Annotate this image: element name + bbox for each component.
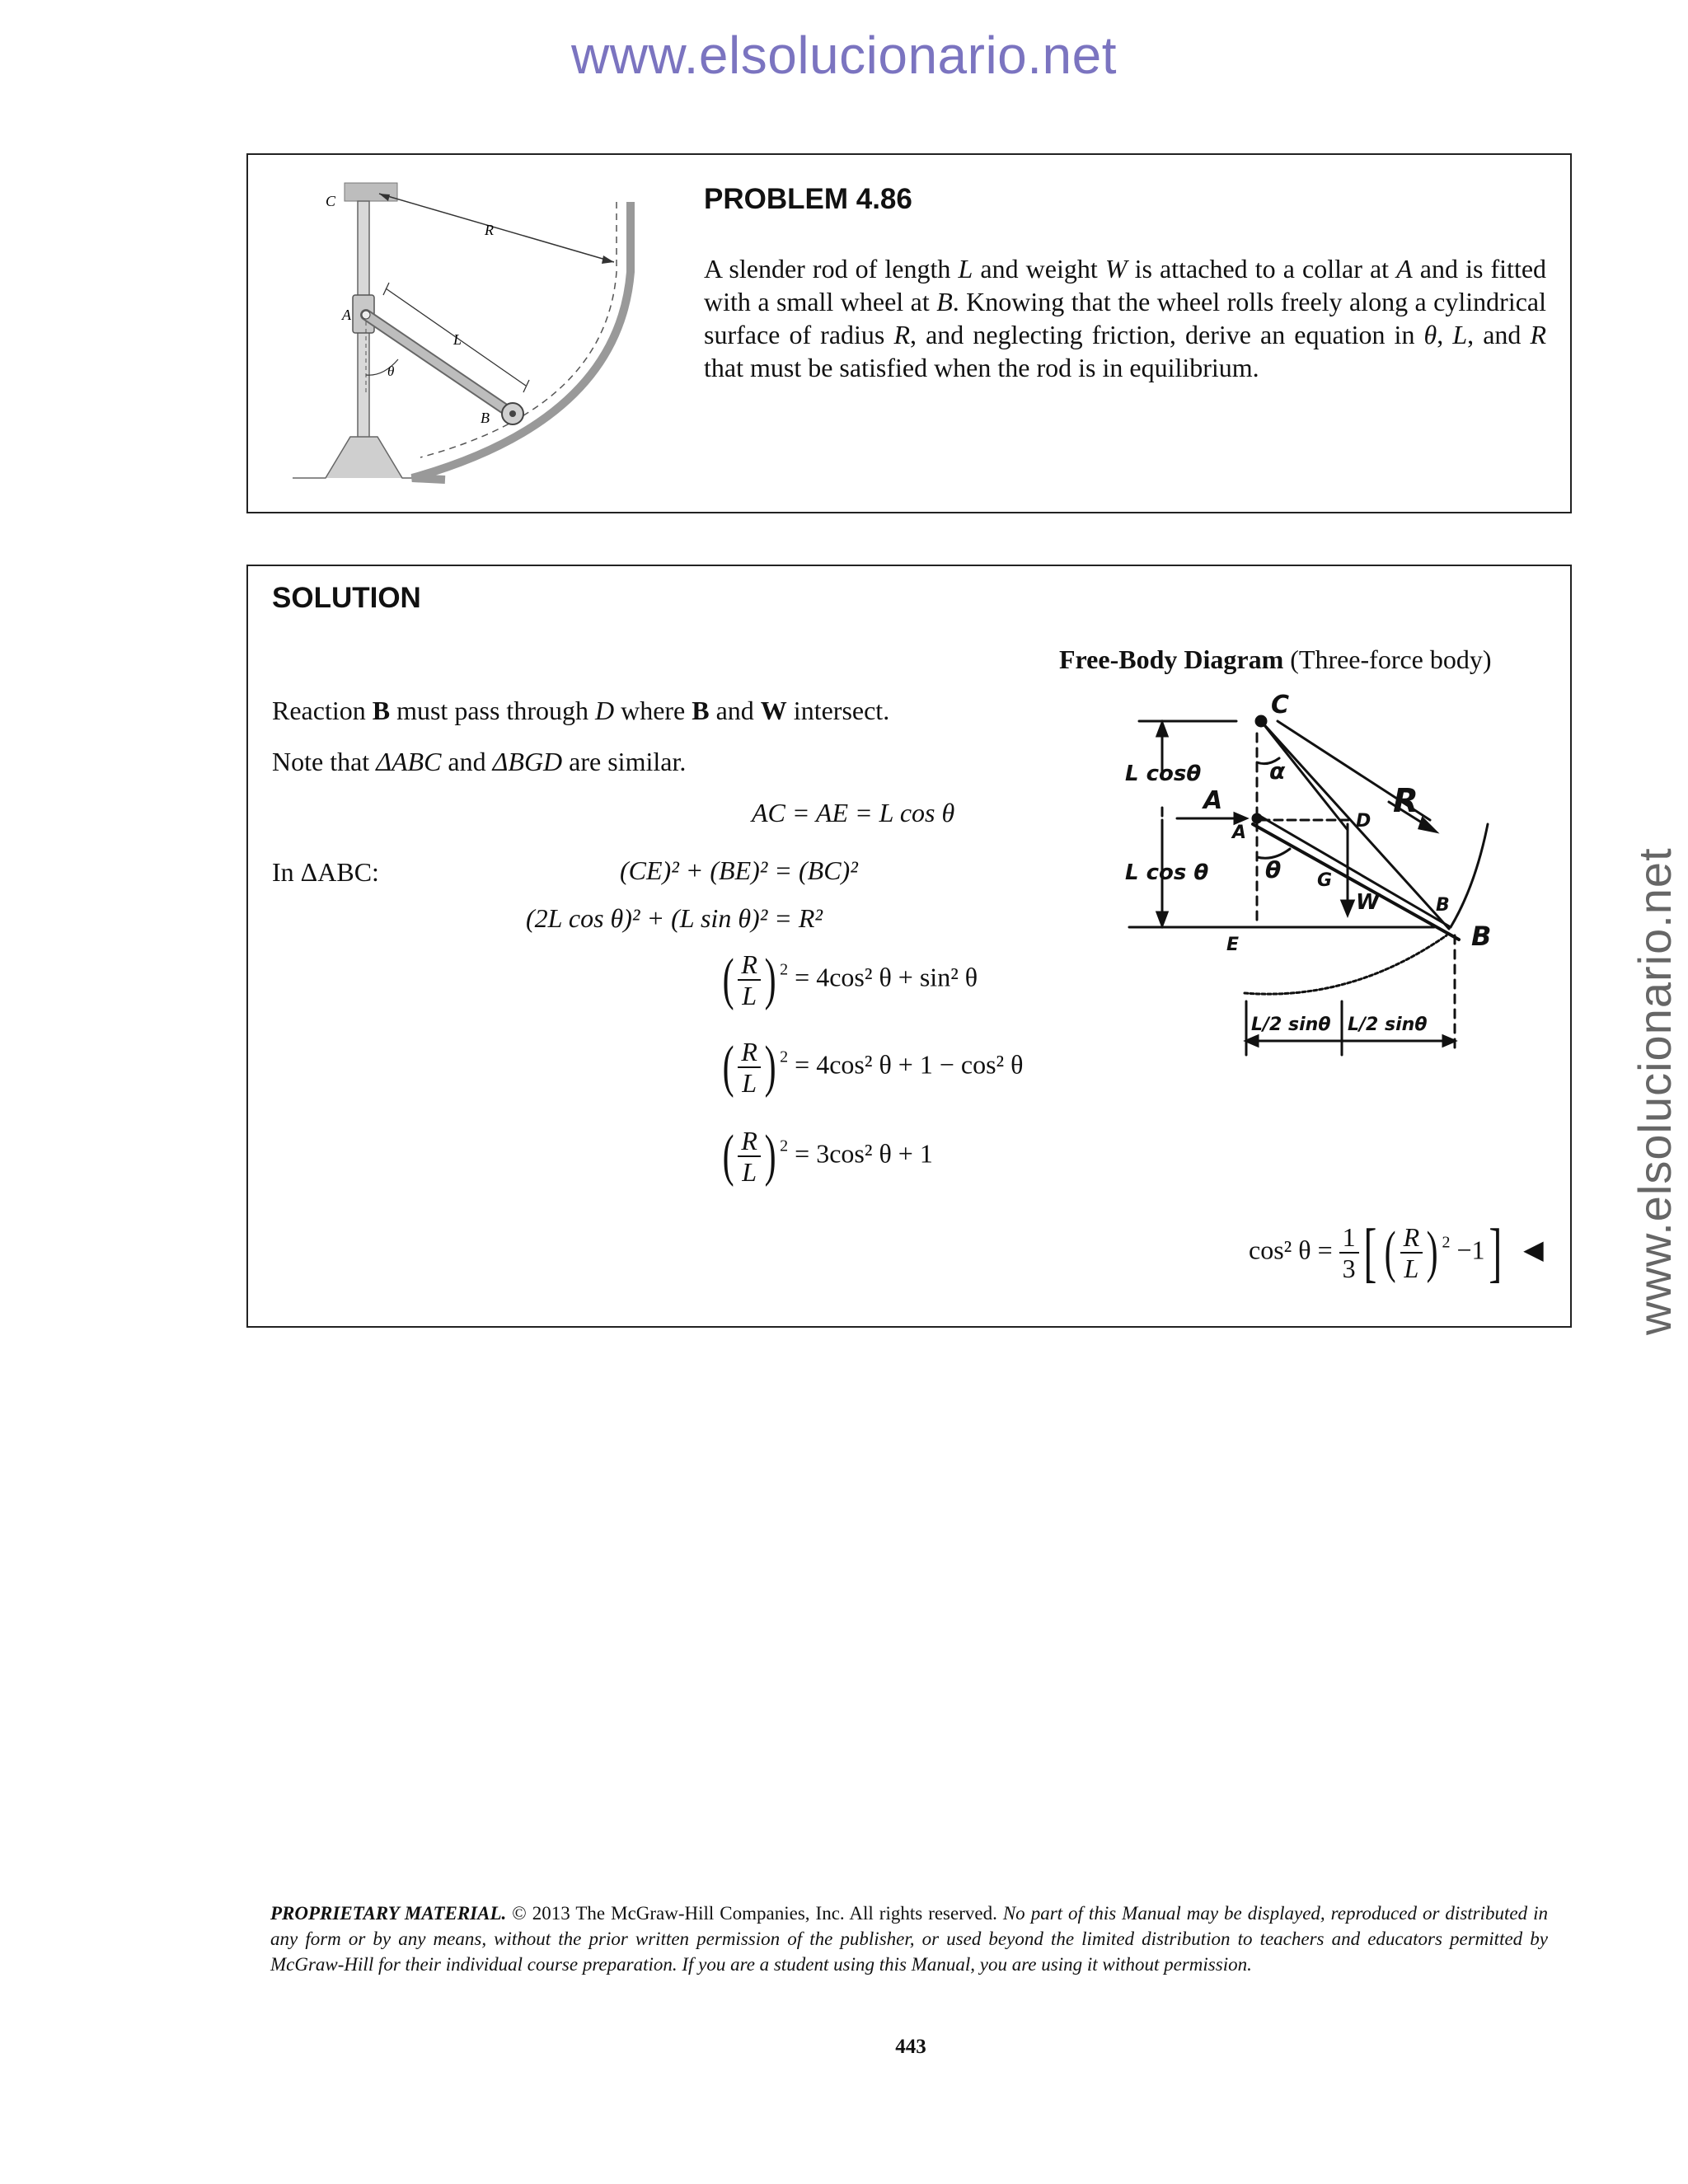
in-abc-label: In ΔABC: bbox=[272, 857, 379, 887]
fig-label-b: B bbox=[481, 410, 490, 426]
fig-label-r: R bbox=[485, 222, 494, 238]
page-number: 443 bbox=[895, 2036, 926, 2058]
eq-ratio-3: ( $\frac{R}{L}$ ) $^2$ = 3cos² θ + 1 bbox=[722, 1124, 933, 1188]
solution-line-2: Note that ΔABC and ΔBGD are similar. bbox=[272, 747, 687, 776]
fbd-label-b-lower: B bbox=[1471, 921, 1492, 952]
fbd-label-c: C bbox=[1271, 691, 1290, 719]
footer-copyright: PROPRIETARY MATERIAL. © 2013 The McGraw-Hill Companies, Inc. All rights reserved. No part of this Manual may be displayed, reproduced or distributed in any form or by any means, without the prior written permission of the publisher, or used beyond the limited distribution to teachers and educators permitted by McGraw-Hill for their individual course preparation. If you are a student using this Manual, you are using it without permission. bbox=[270, 1903, 1548, 1975]
solution-line-1: Reaction B must pass through D where B and W intersect. bbox=[272, 696, 890, 725]
final-answer: cos² θ = $\frac{1}{3}$ [ ( $\frac{R}{L}$ ) $^2$ −1] ◀ bbox=[1249, 1216, 1544, 1289]
fbd-label-w: W bbox=[1356, 890, 1380, 915]
fig-label-l: L bbox=[453, 331, 462, 348]
answer-marker: ◀ bbox=[1523, 1235, 1544, 1265]
watermark-side: www.elsolucionario.net bbox=[1629, 847, 1681, 1335]
fbd-label-e: E bbox=[1226, 935, 1240, 955]
fbd-label-theta: θ bbox=[1265, 856, 1282, 883]
fig-label-a: A bbox=[342, 307, 351, 323]
fbd-label-half-sin-right: L/2 sinθ bbox=[1348, 1015, 1428, 1035]
fbd-label-g: G bbox=[1317, 870, 1333, 891]
eq-ac-ae: AC = AE = L cos θ bbox=[752, 798, 955, 827]
fbd-label-alpha: α bbox=[1269, 757, 1286, 785]
eq-ratio-2: ( $\frac{R}{L}$ ) $^2$ = 4cos² θ + 1 − cos² θ bbox=[722, 1035, 1024, 1099]
problem-text: A slender rod of length L and weight W is attached to a collar at A and is fitted with a small wheel at B. Knowing that the wheel rolls freely along a cylindrical surface of radius R, and neglecting friction, derive an equation in θ, L, and R that must be satisfied when the rod is in equilibrium. bbox=[704, 254, 1547, 382]
solution-heading: SOLUTION bbox=[272, 582, 421, 614]
eq-expanded: (2L cos θ)² + (L sin θ)² = R² bbox=[526, 903, 823, 933]
fbd-title: Free-Body Diagram (Three-force body) bbox=[1059, 644, 1492, 674]
fbd-label-a-point: A bbox=[1232, 823, 1247, 843]
watermark-top: www.elsolucionario.net bbox=[571, 26, 1117, 85]
fbd-label-half-sin-left: L/2 sinθ bbox=[1251, 1015, 1331, 1035]
fbd-label-a-arrow: A bbox=[1203, 786, 1223, 815]
fbd-label-lcos-bottom: L cos θ bbox=[1125, 860, 1209, 885]
eq-ratio-1: ( $\frac{R}{L}$ ) $^2$ = 4cos² θ + sin² θ bbox=[722, 948, 978, 1011]
problem-title: PROBLEM 4.86 bbox=[704, 183, 912, 215]
fbd-label-lcos-top: L cosθ bbox=[1125, 762, 1202, 786]
fig-label-theta: θ bbox=[387, 363, 395, 379]
fbd-label-b-upper: B bbox=[1436, 895, 1450, 916]
fbd-label-d: D bbox=[1356, 811, 1372, 832]
eq-pythag: (CE)² + (BE)² = (BC)² bbox=[620, 855, 858, 885]
fbd-label-r: R bbox=[1393, 782, 1418, 820]
problem-figure bbox=[280, 173, 668, 494]
fbd-diagram bbox=[1121, 688, 1550, 1067]
fig-label-c: C bbox=[326, 193, 336, 209]
